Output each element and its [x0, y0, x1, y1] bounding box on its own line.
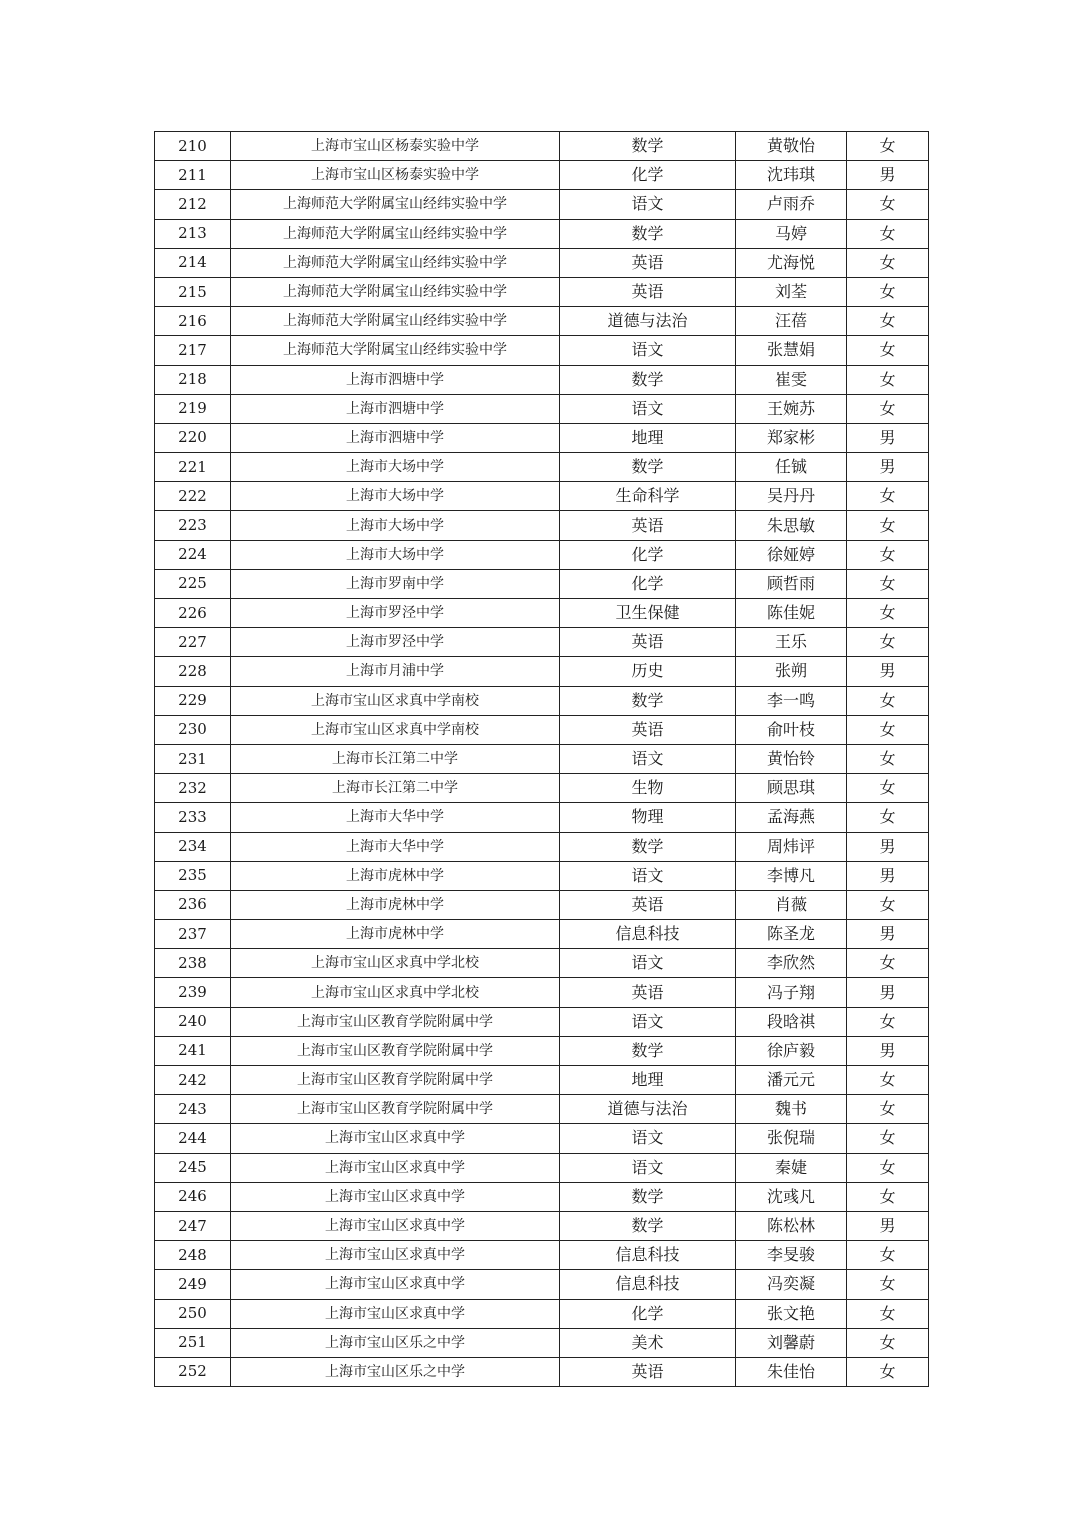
row-number: 233 — [155, 803, 231, 832]
row-number: 222 — [155, 482, 231, 511]
school-cell: 上海师范大学附属宝山经纬实验中学 — [231, 307, 560, 336]
gender-cell: 女 — [847, 628, 929, 657]
row-number: 213 — [155, 219, 231, 248]
school-cell: 上海市大场中学 — [231, 511, 560, 540]
row-number: 248 — [155, 1241, 231, 1270]
subject-cell: 英语 — [560, 511, 736, 540]
table-row — [155, 248, 929, 277]
name-cell: 肖薇 — [736, 890, 847, 919]
table-row — [155, 715, 929, 744]
table-row — [155, 1153, 929, 1182]
gender-cell: 女 — [847, 1095, 929, 1124]
gender-cell: 女 — [847, 1357, 929, 1386]
table-row — [155, 132, 929, 161]
gender-cell: 女 — [847, 774, 929, 803]
row-number: 211 — [155, 161, 231, 190]
table-row — [155, 686, 929, 715]
table-row — [155, 277, 929, 306]
name-cell: 黄怡铃 — [736, 744, 847, 773]
name-cell: 秦婕 — [736, 1153, 847, 1182]
school-cell: 上海市泗塘中学 — [231, 365, 560, 394]
school-cell: 上海市宝山区求真中学 — [231, 1241, 560, 1270]
row-number: 243 — [155, 1095, 231, 1124]
row-number: 252 — [155, 1357, 231, 1386]
row-number: 235 — [155, 861, 231, 890]
school-cell: 上海市泗塘中学 — [231, 423, 560, 452]
subject-cell: 卫生保健 — [560, 599, 736, 628]
gender-cell: 女 — [847, 511, 929, 540]
subject-cell: 物理 — [560, 803, 736, 832]
name-cell: 吴丹丹 — [736, 482, 847, 511]
name-cell: 汪蓓 — [736, 307, 847, 336]
name-cell: 俞叶枝 — [736, 715, 847, 744]
subject-cell: 化学 — [560, 161, 736, 190]
roster-table — [154, 131, 929, 1387]
table-row — [155, 1095, 929, 1124]
gender-cell: 男 — [847, 453, 929, 482]
name-cell: 顾思琪 — [736, 774, 847, 803]
table-row — [155, 803, 929, 832]
row-number: 223 — [155, 511, 231, 540]
subject-cell: 生物 — [560, 774, 736, 803]
table-row — [155, 1211, 929, 1240]
table-row — [155, 1270, 929, 1299]
school-cell: 上海市宝山区教育学院附属中学 — [231, 1095, 560, 1124]
subject-cell: 英语 — [560, 978, 736, 1007]
table-row — [155, 1357, 929, 1386]
name-cell: 徐娅婷 — [736, 540, 847, 569]
table-row — [155, 1328, 929, 1357]
row-number: 219 — [155, 394, 231, 423]
row-number: 251 — [155, 1328, 231, 1357]
table-row — [155, 774, 929, 803]
gender-cell: 女 — [847, 336, 929, 365]
subject-cell: 信息科技 — [560, 1270, 736, 1299]
school-cell: 上海市大场中学 — [231, 482, 560, 511]
gender-cell: 女 — [847, 1066, 929, 1095]
name-cell: 魏书 — [736, 1095, 847, 1124]
name-cell: 李博凡 — [736, 861, 847, 890]
name-cell: 朱佳怡 — [736, 1357, 847, 1386]
row-number: 245 — [155, 1153, 231, 1182]
table-row — [155, 657, 929, 686]
gender-cell: 女 — [847, 744, 929, 773]
subject-cell: 英语 — [560, 715, 736, 744]
subject-cell: 地理 — [560, 423, 736, 452]
subject-cell: 语文 — [560, 861, 736, 890]
table-row — [155, 599, 929, 628]
table-row — [155, 949, 929, 978]
subject-cell: 数学 — [560, 453, 736, 482]
table-row — [155, 1066, 929, 1095]
school-cell: 上海市宝山区杨泰实验中学 — [231, 161, 560, 190]
subject-cell: 语文 — [560, 1007, 736, 1036]
gender-cell: 男 — [847, 920, 929, 949]
row-number: 214 — [155, 248, 231, 277]
subject-cell: 英语 — [560, 277, 736, 306]
school-cell: 上海市宝山区求真中学南校 — [231, 686, 560, 715]
table-row — [155, 832, 929, 861]
subject-cell: 英语 — [560, 1357, 736, 1386]
name-cell: 张朔 — [736, 657, 847, 686]
name-cell: 陈圣龙 — [736, 920, 847, 949]
row-number: 232 — [155, 774, 231, 803]
subject-cell: 地理 — [560, 1066, 736, 1095]
school-cell: 上海市宝山区求真中学 — [231, 1182, 560, 1211]
row-number: 224 — [155, 540, 231, 569]
gender-cell: 女 — [847, 1299, 929, 1328]
table-row — [155, 890, 929, 919]
school-cell: 上海市宝山区求真中学 — [231, 1299, 560, 1328]
row-number: 228 — [155, 657, 231, 686]
school-cell: 上海市宝山区求真中学 — [231, 1124, 560, 1153]
school-cell: 上海市大华中学 — [231, 803, 560, 832]
gender-cell: 男 — [847, 1211, 929, 1240]
table-row — [155, 1182, 929, 1211]
row-number: 225 — [155, 569, 231, 598]
table-row — [155, 190, 929, 219]
row-number: 250 — [155, 1299, 231, 1328]
subject-cell: 语文 — [560, 336, 736, 365]
row-number: 218 — [155, 365, 231, 394]
gender-cell: 男 — [847, 423, 929, 452]
gender-cell: 女 — [847, 1270, 929, 1299]
school-cell: 上海市大场中学 — [231, 540, 560, 569]
name-cell: 李欣然 — [736, 949, 847, 978]
gender-cell: 女 — [847, 394, 929, 423]
table-row — [155, 365, 929, 394]
gender-cell: 男 — [847, 657, 929, 686]
table-row — [155, 540, 929, 569]
table-row — [155, 219, 929, 248]
gender-cell: 女 — [847, 1124, 929, 1153]
subject-cell: 美术 — [560, 1328, 736, 1357]
gender-cell: 女 — [847, 219, 929, 248]
table-row — [155, 920, 929, 949]
gender-cell: 女 — [847, 277, 929, 306]
name-cell: 王乐 — [736, 628, 847, 657]
name-cell: 李旻骏 — [736, 1241, 847, 1270]
row-number: 240 — [155, 1007, 231, 1036]
gender-cell: 男 — [847, 161, 929, 190]
table-row — [155, 744, 929, 773]
school-cell: 上海市大华中学 — [231, 832, 560, 861]
school-cell: 上海市虎林中学 — [231, 890, 560, 919]
row-number: 217 — [155, 336, 231, 365]
school-cell: 上海市宝山区求真中学北校 — [231, 978, 560, 1007]
table-row — [155, 511, 929, 540]
name-cell: 张文艳 — [736, 1299, 847, 1328]
name-cell: 刘荃 — [736, 277, 847, 306]
table-row — [155, 161, 929, 190]
row-number: 216 — [155, 307, 231, 336]
gender-cell: 女 — [847, 715, 929, 744]
name-cell: 张倪瑞 — [736, 1124, 847, 1153]
school-cell: 上海市宝山区教育学院附属中学 — [231, 1066, 560, 1095]
table-row — [155, 861, 929, 890]
row-number: 220 — [155, 423, 231, 452]
name-cell: 孟海燕 — [736, 803, 847, 832]
subject-cell: 语文 — [560, 394, 736, 423]
school-cell: 上海市长江第二中学 — [231, 774, 560, 803]
subject-cell: 英语 — [560, 248, 736, 277]
table-row — [155, 453, 929, 482]
name-cell: 沈彧凡 — [736, 1182, 847, 1211]
subject-cell: 信息科技 — [560, 920, 736, 949]
name-cell: 周炜评 — [736, 832, 847, 861]
gender-cell: 女 — [847, 1007, 929, 1036]
name-cell: 段晗祺 — [736, 1007, 847, 1036]
gender-cell: 女 — [847, 1182, 929, 1211]
row-number: 221 — [155, 453, 231, 482]
school-cell: 上海师范大学附属宝山经纬实验中学 — [231, 277, 560, 306]
table-row — [155, 628, 929, 657]
name-cell: 黄敬怡 — [736, 132, 847, 161]
school-cell: 上海师范大学附属宝山经纬实验中学 — [231, 336, 560, 365]
school-cell: 上海市宝山区教育学院附属中学 — [231, 1007, 560, 1036]
school-cell: 上海市长江第二中学 — [231, 744, 560, 773]
table-row — [155, 394, 929, 423]
row-number: 229 — [155, 686, 231, 715]
subject-cell: 道德与法治 — [560, 1095, 736, 1124]
name-cell: 顾哲雨 — [736, 569, 847, 598]
subject-cell: 数学 — [560, 1211, 736, 1240]
name-cell: 陈松林 — [736, 1211, 847, 1240]
name-cell: 陈佳妮 — [736, 599, 847, 628]
row-number: 226 — [155, 599, 231, 628]
school-cell: 上海师范大学附属宝山经纬实验中学 — [231, 190, 560, 219]
table-row — [155, 569, 929, 598]
school-cell: 上海市宝山区乐之中学 — [231, 1357, 560, 1386]
school-cell: 上海师范大学附属宝山经纬实验中学 — [231, 248, 560, 277]
row-number: 249 — [155, 1270, 231, 1299]
school-cell: 上海市虎林中学 — [231, 920, 560, 949]
name-cell: 王婉苏 — [736, 394, 847, 423]
school-cell: 上海市宝山区求真中学北校 — [231, 949, 560, 978]
subject-cell: 化学 — [560, 569, 736, 598]
gender-cell: 男 — [847, 1036, 929, 1065]
name-cell: 沈玮琪 — [736, 161, 847, 190]
row-number: 230 — [155, 715, 231, 744]
row-number: 247 — [155, 1211, 231, 1240]
gender-cell: 女 — [847, 1241, 929, 1270]
gender-cell: 女 — [847, 1153, 929, 1182]
row-number: 244 — [155, 1124, 231, 1153]
name-cell: 卢雨乔 — [736, 190, 847, 219]
school-cell: 上海市宝山区求真中学 — [231, 1153, 560, 1182]
row-number: 212 — [155, 190, 231, 219]
table-row — [155, 1007, 929, 1036]
school-cell: 上海市宝山区杨泰实验中学 — [231, 132, 560, 161]
gender-cell: 女 — [847, 307, 929, 336]
gender-cell: 女 — [847, 365, 929, 394]
name-cell: 郑家彬 — [736, 423, 847, 452]
row-number: 237 — [155, 920, 231, 949]
gender-cell: 女 — [847, 686, 929, 715]
subject-cell: 化学 — [560, 1299, 736, 1328]
gender-cell: 女 — [847, 1328, 929, 1357]
subject-cell: 生命科学 — [560, 482, 736, 511]
school-cell: 上海市月浦中学 — [231, 657, 560, 686]
gender-cell: 男 — [847, 861, 929, 890]
subject-cell: 数学 — [560, 686, 736, 715]
row-number: 231 — [155, 744, 231, 773]
row-number: 210 — [155, 132, 231, 161]
name-cell: 潘元元 — [736, 1066, 847, 1095]
school-cell: 上海市宝山区求真中学南校 — [231, 715, 560, 744]
subject-cell: 信息科技 — [560, 1241, 736, 1270]
gender-cell: 女 — [847, 599, 929, 628]
table-row — [155, 1299, 929, 1328]
subject-cell: 化学 — [560, 540, 736, 569]
school-cell: 上海师范大学附属宝山经纬实验中学 — [231, 219, 560, 248]
subject-cell: 英语 — [560, 628, 736, 657]
subject-cell: 英语 — [560, 890, 736, 919]
gender-cell: 男 — [847, 978, 929, 1007]
school-cell: 上海市罗泾中学 — [231, 599, 560, 628]
school-cell: 上海市宝山区求真中学 — [231, 1211, 560, 1240]
gender-cell: 女 — [847, 890, 929, 919]
school-cell: 上海市罗泾中学 — [231, 628, 560, 657]
name-cell: 刘馨蔚 — [736, 1328, 847, 1357]
subject-cell: 历史 — [560, 657, 736, 686]
school-cell: 上海市虎林中学 — [231, 861, 560, 890]
name-cell: 任铖 — [736, 453, 847, 482]
gender-cell: 女 — [847, 190, 929, 219]
name-cell: 尤海悦 — [736, 248, 847, 277]
subject-cell: 语文 — [560, 1124, 736, 1153]
name-cell: 马婷 — [736, 219, 847, 248]
subject-cell: 语文 — [560, 1153, 736, 1182]
subject-cell: 数学 — [560, 832, 736, 861]
name-cell: 张慧娟 — [736, 336, 847, 365]
school-cell: 上海市泗塘中学 — [231, 394, 560, 423]
gender-cell: 女 — [847, 803, 929, 832]
gender-cell: 女 — [847, 248, 929, 277]
gender-cell: 女 — [847, 540, 929, 569]
subject-cell: 数学 — [560, 1036, 736, 1065]
table-row — [155, 336, 929, 365]
subject-cell: 数学 — [560, 132, 736, 161]
table-row — [155, 1036, 929, 1065]
name-cell: 朱思敏 — [736, 511, 847, 540]
gender-cell: 女 — [847, 132, 929, 161]
row-number: 242 — [155, 1066, 231, 1095]
name-cell: 徐庐毅 — [736, 1036, 847, 1065]
table-row — [155, 1241, 929, 1270]
subject-cell: 数学 — [560, 1182, 736, 1211]
row-number: 234 — [155, 832, 231, 861]
subject-cell: 数学 — [560, 365, 736, 394]
row-number: 227 — [155, 628, 231, 657]
table-row — [155, 307, 929, 336]
school-cell: 上海市宝山区乐之中学 — [231, 1328, 560, 1357]
school-cell: 上海市大场中学 — [231, 453, 560, 482]
subject-cell: 语文 — [560, 744, 736, 773]
subject-cell: 语文 — [560, 190, 736, 219]
table-row — [155, 1124, 929, 1153]
name-cell: 李一鸣 — [736, 686, 847, 715]
roster-table-body — [155, 132, 929, 1387]
row-number: 241 — [155, 1036, 231, 1065]
table-row — [155, 978, 929, 1007]
subject-cell: 语文 — [560, 949, 736, 978]
school-cell: 上海市宝山区教育学院附属中学 — [231, 1036, 560, 1065]
gender-cell: 男 — [847, 832, 929, 861]
school-cell: 上海市罗南中学 — [231, 569, 560, 598]
table-row — [155, 482, 929, 511]
gender-cell: 女 — [847, 482, 929, 511]
row-number: 215 — [155, 277, 231, 306]
subject-cell: 道德与法治 — [560, 307, 736, 336]
row-number: 236 — [155, 890, 231, 919]
name-cell: 冯奕凝 — [736, 1270, 847, 1299]
gender-cell: 女 — [847, 569, 929, 598]
name-cell: 崔雯 — [736, 365, 847, 394]
row-number: 238 — [155, 949, 231, 978]
name-cell: 冯子翔 — [736, 978, 847, 1007]
row-number: 239 — [155, 978, 231, 1007]
gender-cell: 女 — [847, 949, 929, 978]
table-row — [155, 423, 929, 452]
school-cell: 上海市宝山区求真中学 — [231, 1270, 560, 1299]
row-number: 246 — [155, 1182, 231, 1211]
subject-cell: 数学 — [560, 219, 736, 248]
